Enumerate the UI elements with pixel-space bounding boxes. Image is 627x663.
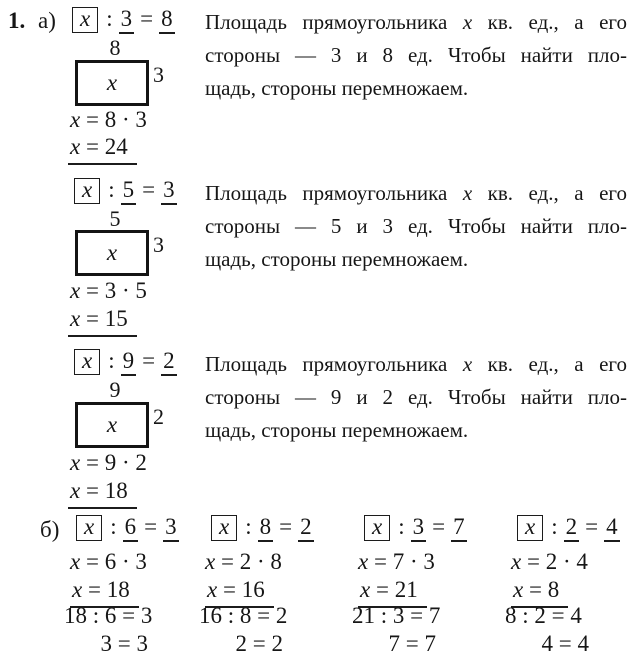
variable-x: x <box>70 134 81 159</box>
explanation-text: Площадь прямоугольника <box>205 181 448 205</box>
equation <box>211 514 329 549</box>
verify-line: 4 = 4 <box>541 631 589 656</box>
boxed-x <box>76 515 102 541</box>
result-value: = 18 <box>85 478 128 503</box>
solution-result <box>68 134 137 165</box>
explanation <box>205 177 627 276</box>
explanation-line: стороны — 3 и 8 ед. Чтобы найти пло- <box>205 43 627 67</box>
equation <box>76 514 194 549</box>
part-a-label: а) <box>38 8 56 33</box>
solution-result <box>68 306 137 337</box>
divisor: 8 <box>258 515 274 542</box>
solution-result <box>358 577 482 603</box>
boxed-x <box>72 7 98 33</box>
equals-sign: = <box>432 514 446 539</box>
verify-line: 7 = 7 <box>388 631 436 656</box>
explanation-text: Площадь прямоугольника <box>205 352 448 376</box>
step-expression: = 2 · 4 <box>526 549 588 574</box>
problem-number: 1. <box>8 8 26 33</box>
rectangle-diagram <box>75 230 149 276</box>
step-expression: = 6 · 3 <box>85 549 147 574</box>
part-b-column <box>64 514 194 657</box>
divisor: 5 <box>121 178 137 205</box>
part-b-label: б) <box>40 517 60 542</box>
solution-step <box>205 549 329 577</box>
equals-sign: = <box>140 6 154 31</box>
variable-x: x <box>70 107 81 132</box>
equation <box>74 348 177 376</box>
colon-sign: : <box>398 514 405 539</box>
colon-sign: : <box>106 6 113 31</box>
explanation-text: кв. ед., а его <box>487 181 627 205</box>
equals-sign: = <box>279 514 293 539</box>
variable-x: x <box>82 177 93 202</box>
variable-x: x <box>72 577 83 602</box>
solution-result <box>70 577 194 603</box>
explanation-line: щадь, стороны перемножаем. <box>205 247 469 271</box>
explanation-line <box>205 348 627 381</box>
quotient: 8 <box>159 7 175 34</box>
solution-result <box>205 577 329 603</box>
result-value: = 21 <box>375 577 418 602</box>
divisor: 3 <box>119 7 135 34</box>
underlined-result <box>68 134 137 165</box>
equation <box>364 514 482 549</box>
equation <box>72 6 175 34</box>
boxed-x <box>211 515 237 541</box>
check-line: 21 : 3 = 7 <box>352 603 441 628</box>
result-value: = 16 <box>222 577 265 602</box>
variable-x: x <box>205 549 216 574</box>
variable-x: x <box>70 450 81 475</box>
boxed-x <box>74 178 100 204</box>
explanation-line: стороны — 5 и 3 ед. Чтобы найти пло- <box>205 214 627 238</box>
rect-inner-var: x <box>106 240 118 265</box>
quotient: 2 <box>161 349 177 376</box>
colon-sign: : <box>245 514 252 539</box>
variable-x: x <box>525 514 536 539</box>
rect-side-label: 3 <box>153 232 164 257</box>
explanation <box>205 348 627 447</box>
variable-x: x <box>70 278 81 303</box>
solution-step <box>358 549 482 577</box>
equation <box>74 177 177 205</box>
explanation-line <box>205 177 627 210</box>
rect-inner-var: x <box>106 412 118 437</box>
explanation-text: кв. ед., а его <box>487 352 627 376</box>
colon-sign: : <box>110 514 117 539</box>
solution-step <box>70 278 147 304</box>
variable-x: x <box>360 577 371 602</box>
colon-sign: : <box>108 177 115 202</box>
variable-x: x <box>82 348 93 373</box>
step-expression: = 7 · 3 <box>373 549 435 574</box>
quotient: 4 <box>604 515 620 542</box>
colon-sign: : <box>551 514 558 539</box>
explanation-line: стороны — 9 и 2 ед. Чтобы найти пло- <box>205 385 627 409</box>
step-expression: = 2 · 8 <box>220 549 282 574</box>
underlined-result <box>68 306 137 337</box>
rect-side-label: 2 <box>153 404 164 429</box>
solution-step <box>511 549 627 577</box>
boxed-x <box>364 515 390 541</box>
equation <box>517 514 627 549</box>
rectangle-diagram <box>75 60 149 106</box>
solution-step <box>70 450 147 476</box>
part-b-column <box>352 514 482 657</box>
check-line: 16 : 8 = 2 <box>199 603 288 628</box>
equals-sign: = <box>144 514 158 539</box>
variable-x: x <box>80 6 91 31</box>
result-value: = 18 <box>87 577 130 602</box>
result-value: = 8 <box>528 577 560 602</box>
rect-side-label: 3 <box>153 62 164 87</box>
colon-sign: : <box>108 348 115 373</box>
explanation-line: щадь, стороны перемножаем. <box>205 418 469 442</box>
quotient: 2 <box>298 515 314 542</box>
quotient: 3 <box>163 515 179 542</box>
quotient: 7 <box>451 515 467 542</box>
step-expression: = 8 · 3 <box>85 107 147 132</box>
boxed-x <box>517 515 543 541</box>
divisor: 9 <box>121 349 137 376</box>
variable-x: x <box>70 549 81 574</box>
variable-x: x <box>70 478 81 503</box>
variable-x: x <box>219 514 230 539</box>
variable-x: x <box>513 577 524 602</box>
explanation-text: кв. ед., а его <box>487 10 627 34</box>
rect-inner-var: x <box>106 70 118 95</box>
part-b-column <box>505 514 627 657</box>
verify-line: 2 = 2 <box>235 631 283 656</box>
result-value: = 24 <box>85 134 128 159</box>
explanation <box>205 6 627 105</box>
step-expression: = 3 · 5 <box>85 278 147 303</box>
explanation-text: Площадь прямоугольника <box>205 10 448 34</box>
variable-x: x <box>70 306 81 331</box>
rect-top-label: 8 <box>109 35 121 60</box>
variable-x: x <box>358 549 369 574</box>
rect-top-label: 9 <box>109 377 121 402</box>
part-b-column <box>199 514 329 657</box>
solution-result <box>511 577 627 603</box>
variable-x: x <box>207 577 218 602</box>
quotient: 3 <box>161 178 177 205</box>
result-value: = 15 <box>85 306 128 331</box>
explanation-line <box>205 6 627 39</box>
divisor: 2 <box>564 515 580 542</box>
rectangle-diagram <box>75 402 149 448</box>
explanation-line: щадь, стороны перемножаем. <box>205 76 469 100</box>
verify-line: 3 = 3 <box>100 631 148 656</box>
check-line: 18 : 6 = 3 <box>64 603 153 628</box>
variable-x: x <box>462 352 473 376</box>
check-line: 8 : 2 = 4 <box>505 603 582 628</box>
variable-x: x <box>84 514 95 539</box>
variable-x: x <box>372 514 383 539</box>
variable-x: x <box>511 549 522 574</box>
solution-step <box>70 549 194 577</box>
solution-result <box>68 478 137 509</box>
solution-step <box>70 107 147 133</box>
underlined-result <box>68 478 137 509</box>
variable-x: x <box>462 10 473 34</box>
step-expression: = 9 · 2 <box>85 450 147 475</box>
boxed-x <box>74 349 100 375</box>
equals-sign: = <box>142 348 156 373</box>
variable-x: x <box>462 181 473 205</box>
divisor: 6 <box>123 515 139 542</box>
rect-top-label: 5 <box>109 206 121 231</box>
divisor: 3 <box>411 515 427 542</box>
equals-sign: = <box>142 177 156 202</box>
equals-sign: = <box>585 514 599 539</box>
